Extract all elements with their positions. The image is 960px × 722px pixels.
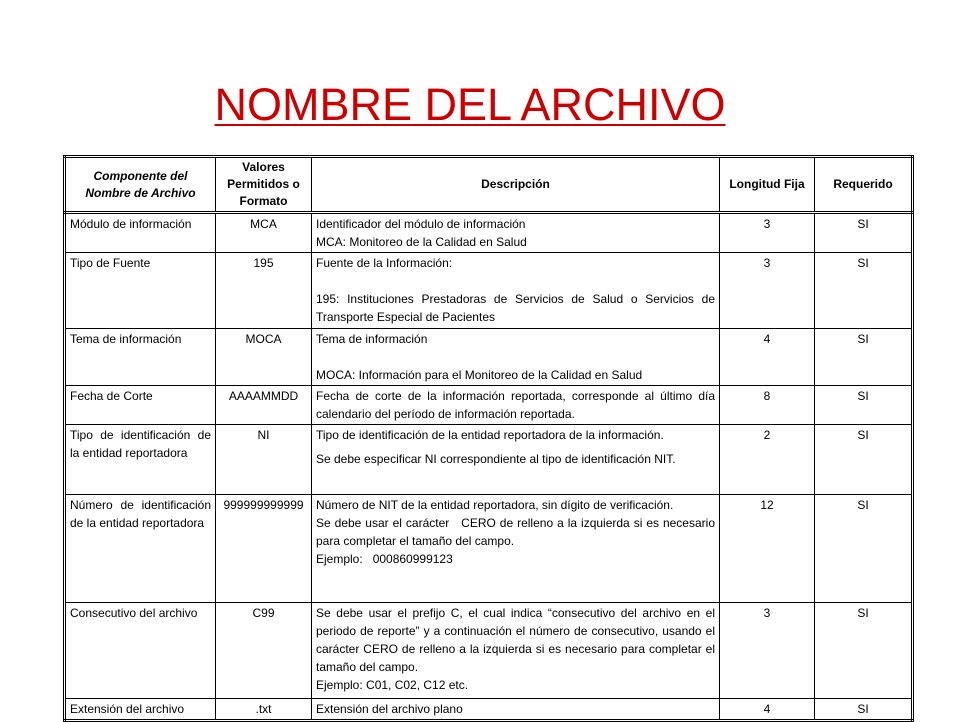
desc-line: Se debe especificar NI correspondiente al tipo de identificación NIT. <box>316 452 676 466</box>
header-descripcion: Descripción <box>312 157 720 213</box>
desc-line: Ejemplo: C01, C02, C12 etc. <box>316 678 469 692</box>
cell-descripcion <box>312 213 720 253</box>
cell-requerido: SI <box>815 386 913 425</box>
cell-descripcion <box>312 386 720 425</box>
desc-line: Fuente de la Información: <box>316 256 453 270</box>
header-requerido: Requerido <box>815 157 913 213</box>
cell-valor: 999999999999 <box>216 495 312 603</box>
cell-requerido: SI <box>815 213 913 253</box>
cell-descripcion <box>312 329 720 386</box>
table-row <box>65 495 913 603</box>
cell-componente: Consecutivo del archivo <box>65 603 216 699</box>
cell-longitud: 4 <box>720 329 815 386</box>
cell-longitud: 3 <box>720 603 815 699</box>
cell-componente: Módulo de información <box>65 213 216 253</box>
table-row <box>65 213 913 253</box>
cell-componente: Extensión del archivo <box>65 699 216 721</box>
desc-line: Ejemplo: 000860999123 <box>316 552 453 566</box>
cell-requerido: SI <box>815 329 913 386</box>
cell-descripcion <box>312 253 720 329</box>
desc-line: Número de NIT de la entidad reportadora, sin dígito de verificación. <box>316 498 674 512</box>
desc-line: Extensión del archivo plano <box>316 702 463 716</box>
table-row <box>65 603 913 699</box>
cell-longitud: 4 <box>720 699 815 721</box>
cell-valor: .txt <box>216 699 312 721</box>
cell-descripcion <box>312 495 720 603</box>
cell-componente: Tipo de Fuente <box>65 253 216 329</box>
cell-valor: MOCA <box>216 329 312 386</box>
cell-componente: Número de identificación de la entidad reportadora <box>65 495 216 603</box>
table-row <box>65 253 913 329</box>
cell-componente: Tipo de identificación de la entidad reportadora <box>65 425 216 495</box>
cell-valor: NI <box>216 425 312 495</box>
desc-line: Se debe usar el carácter CERO de relleno a la izquierda si es necesario para completar el tamaño del campo. <box>316 516 719 548</box>
table-row <box>65 425 913 495</box>
cell-requerido: SI <box>815 603 913 699</box>
cell-longitud: 3 <box>720 213 815 253</box>
desc-line: Identificador del módulo de información <box>316 217 526 231</box>
cell-longitud: 3 <box>720 253 815 329</box>
header-valores: Valores Permitidos o Formato <box>216 157 312 213</box>
desc-line: Fecha de corte de la información reportada, corresponde al último día calendario del período de información reportada. <box>316 389 715 421</box>
cell-requerido: SI <box>815 495 913 603</box>
table-header-row <box>65 157 913 213</box>
desc-line: MOCA: Información para el Monitoreo de la Calidad en Salud <box>316 368 643 382</box>
table-row <box>65 329 913 386</box>
header-longitud: Longitud Fija <box>720 157 815 213</box>
cell-valor: MCA <box>216 213 312 253</box>
cell-requerido: SI <box>815 699 913 721</box>
desc-line: MCA: Monitoreo de la Calidad en Salud <box>316 235 527 249</box>
desc-line: 195: Instituciones Prestadoras de Servicios de Salud o Servicios de Transporte Especial de Pacientes <box>316 292 715 324</box>
cell-descripcion <box>312 699 720 721</box>
cell-componente: Tema de información <box>65 329 216 386</box>
cell-longitud: 8 <box>720 386 815 425</box>
cell-componente: Fecha de Corte <box>65 386 216 425</box>
header-componente: Componente del Nombre de Archivo <box>65 157 216 213</box>
cell-longitud: 12 <box>720 495 815 603</box>
cell-valor: 195 <box>216 253 312 329</box>
desc-line: Tema de información <box>316 332 428 346</box>
desc-line: Se debe usar el prefijo C, el cual indica “consecutivo del archivo en el periodo de reporte” y a continuación el número de consecutivo, usando el carácter CERO de relleno a la izquierda si es necesario para completar el tamaño del campo. <box>316 606 715 674</box>
cell-valor: AAAAMMDD <box>216 386 312 425</box>
cell-valor: C99 <box>216 603 312 699</box>
cell-longitud: 2 <box>720 425 815 495</box>
table-row <box>65 699 913 721</box>
page-title: NOMBRE DEL ARCHIVO <box>214 79 726 130</box>
cell-descripcion <box>312 603 720 699</box>
cell-requerido: SI <box>815 425 913 495</box>
cell-requerido: SI <box>815 253 913 329</box>
desc-line: Tipo de identificación de la entidad reportadora de la información. <box>316 428 664 442</box>
file-name-spec-table <box>63 155 914 722</box>
cell-descripcion <box>312 425 720 495</box>
table-row <box>65 386 913 425</box>
